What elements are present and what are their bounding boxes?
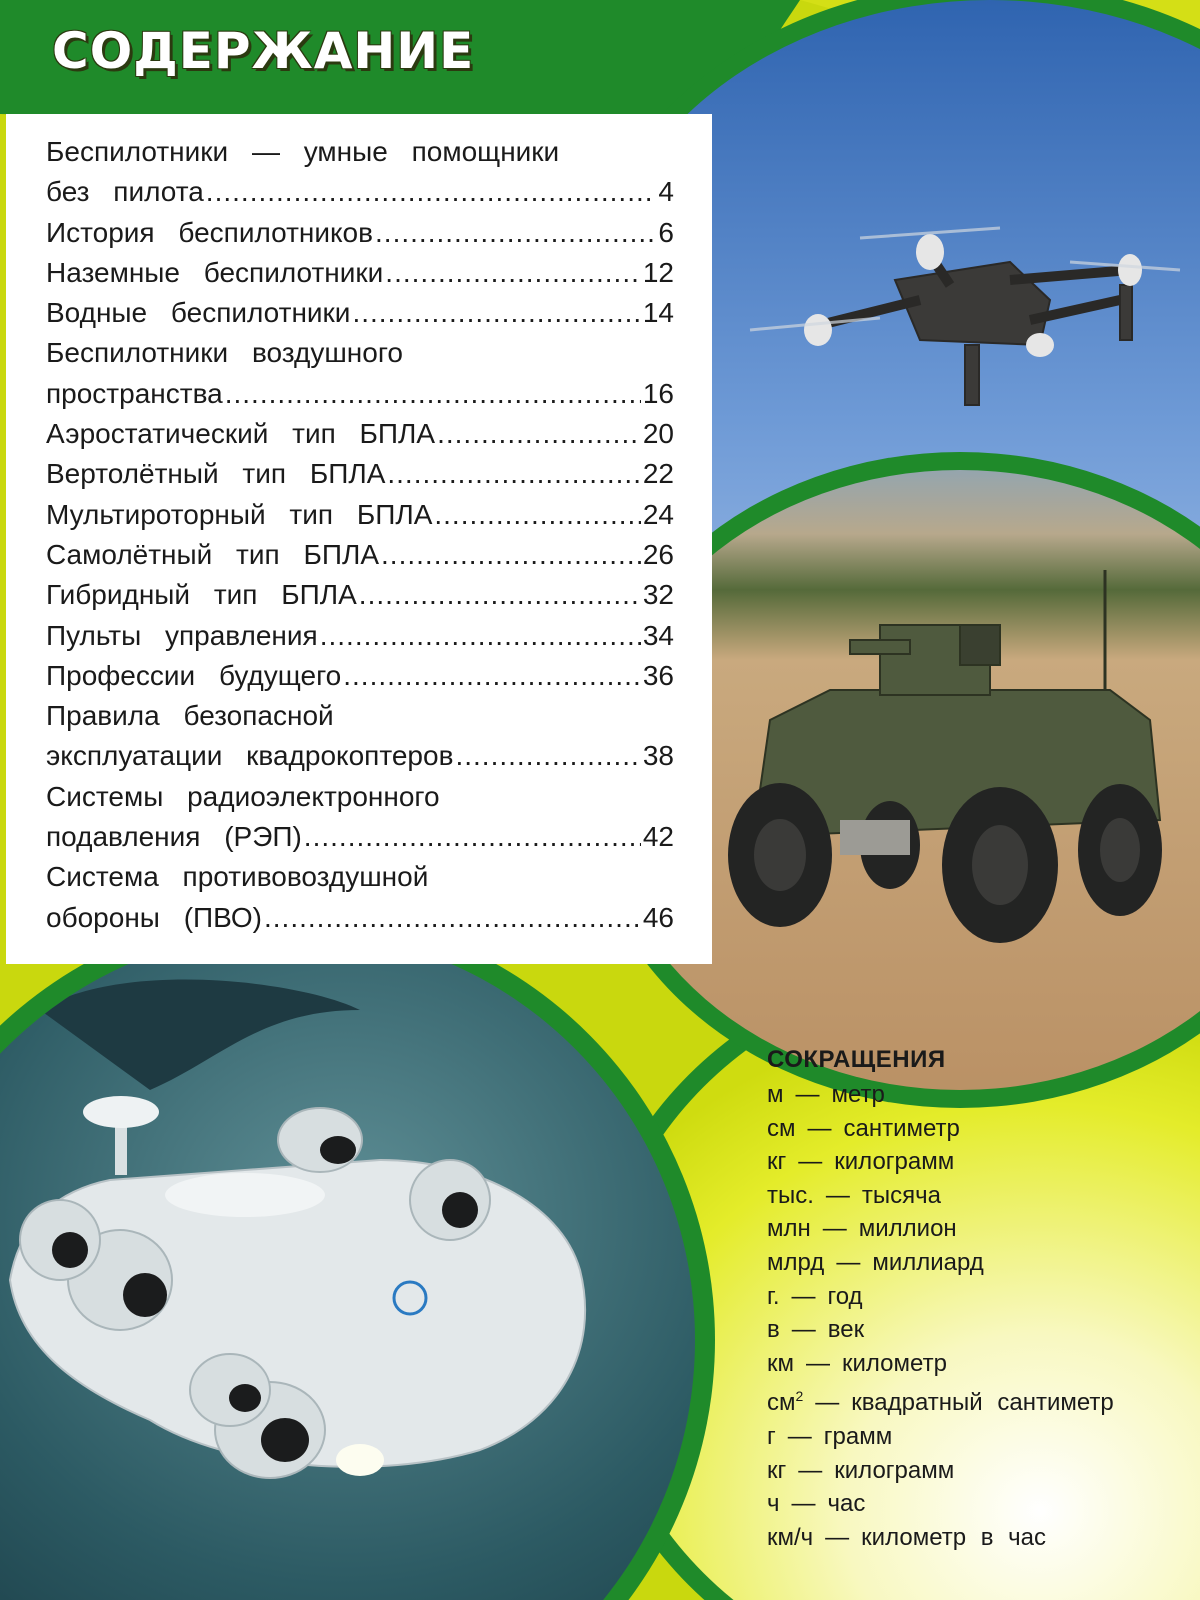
toc-entry-line	[46, 414, 674, 454]
toc-entry-line	[46, 172, 674, 212]
abbreviation-dash: —	[791, 1316, 816, 1344]
abbreviation-row	[767, 1246, 1187, 1280]
abbreviation-short: г.	[767, 1282, 780, 1310]
toc-entry-line	[46, 616, 674, 656]
toc-entry-title: Наземные беспилотники	[46, 256, 384, 288]
abbreviation-short: в	[767, 1316, 780, 1344]
abbreviation-row	[767, 1313, 1187, 1347]
toc-entry-line	[46, 575, 674, 615]
toc-leader-dots	[375, 213, 656, 253]
abbreviation-short: млрд	[767, 1248, 825, 1276]
toc-entry-line	[46, 898, 674, 938]
toc-entry-line	[46, 495, 674, 535]
toc-leader-dots	[385, 253, 641, 293]
abbreviation-dash: —	[798, 1148, 823, 1176]
toc-entry-title-line: Беспилотники — умные помощники	[46, 136, 560, 167]
abbreviation-short: кг	[767, 1456, 787, 1484]
toc-entry-line	[46, 374, 674, 414]
abbreviation-full: век	[827, 1316, 865, 1344]
toc-entry[interactable]	[46, 333, 674, 414]
toc-page-number: 38	[642, 740, 674, 772]
abbreviation-dash: —	[825, 1181, 850, 1209]
toc-leader-dots	[264, 898, 641, 938]
toc-page-number: 22	[642, 458, 674, 490]
toc-entry-line	[46, 213, 674, 253]
abbreviation-full: сантиметр	[843, 1114, 960, 1142]
abbreviation-dash: —	[791, 1490, 816, 1518]
abbreviation-row	[767, 1420, 1187, 1454]
toc-entry-title: без пилота	[46, 176, 204, 208]
abbreviation-full: грамм	[823, 1422, 893, 1450]
toc-page-number: 32	[642, 579, 674, 611]
toc-page-number: 20	[642, 418, 674, 450]
toc-page-number: 46	[642, 901, 674, 933]
toc-leader-dots	[437, 414, 641, 454]
abbreviation-short: ч	[767, 1490, 780, 1518]
toc-entry[interactable]	[46, 414, 674, 454]
abbreviation-dash: —	[791, 1282, 816, 1310]
abbreviation-short: млн	[767, 1215, 811, 1243]
abbreviation-dash: —	[825, 1523, 850, 1551]
toc-page-number: 4	[658, 176, 674, 208]
toc-entry-line	[46, 535, 674, 575]
abbreviation-row	[767, 1347, 1187, 1381]
abbreviation-dash: —	[795, 1081, 820, 1108]
toc-entry-line	[46, 253, 674, 293]
toc-page-number: 12	[642, 256, 674, 288]
toc-entry-title: Водные беспилотники	[46, 297, 351, 329]
toc-entry-title: Мультироторный тип БПЛА	[46, 498, 433, 530]
abbreviation-row	[767, 1179, 1187, 1213]
toc-page-number: 16	[642, 377, 674, 409]
toc-entry[interactable]	[46, 857, 674, 938]
abbreviation-dash: —	[807, 1114, 832, 1142]
abbreviation-full: час	[827, 1490, 866, 1518]
toc-entry-line	[46, 293, 674, 333]
toc-entry-title: Вертолётный тип БПЛА	[46, 458, 386, 490]
toc-entry-title: пространства	[46, 377, 223, 409]
abbreviation-row	[767, 1487, 1187, 1521]
toc-page-number: 26	[642, 538, 674, 570]
abbreviation-full: тысяча	[861, 1181, 942, 1209]
toc-leader-dots	[304, 817, 641, 857]
abbreviation-full: килограмм	[834, 1456, 955, 1484]
toc-entry-title: Пульты управления	[46, 619, 318, 651]
abbreviation-short: м	[767, 1081, 784, 1108]
abbreviation-full: килограмм	[834, 1148, 955, 1176]
abbreviation-full: метр	[831, 1081, 885, 1108]
toc-entry-title: обороны (ПВО)	[46, 901, 262, 933]
toc-page-number: 36	[642, 659, 674, 691]
abbreviation-row	[767, 1454, 1187, 1488]
abbreviation-row	[767, 1280, 1187, 1314]
abbreviation-dash: —	[798, 1456, 823, 1484]
abbreviation-row	[767, 1212, 1187, 1246]
toc-entry[interactable]	[46, 293, 674, 333]
abbreviation-dash: —	[836, 1248, 861, 1276]
toc-entry-title-line: Беспилотники воздушного	[46, 337, 404, 369]
abbreviation-short: г	[767, 1422, 776, 1450]
toc-entry-title: История беспилотников	[46, 216, 374, 248]
toc-entry-title: Гибридный тип БПЛА	[46, 579, 357, 611]
toc-entry-title: Самолётный тип БПЛА	[46, 538, 380, 570]
toc-entry-line	[46, 817, 674, 857]
toc-entry-line	[46, 736, 674, 776]
toc-page-number: 14	[642, 297, 674, 329]
toc-leader-dots	[225, 374, 641, 414]
abbreviation-short: кг	[767, 1148, 787, 1176]
toc-leader-dots	[352, 293, 640, 333]
abbreviation-short: км	[767, 1349, 794, 1377]
toc-entry-title-line: Системы радиоэлектронного	[46, 780, 440, 812]
toc-entry-title: Профессии будущего	[46, 659, 342, 691]
abbreviation-superscript: 2	[795, 1388, 804, 1405]
toc-page-number: 34	[642, 619, 674, 651]
toc-entry[interactable]	[46, 213, 674, 253]
abbreviation-short: тыс.	[767, 1181, 814, 1209]
toc-entry[interactable]	[46, 535, 674, 575]
abbreviations-list	[767, 1078, 1187, 1554]
toc-entry[interactable]	[46, 132, 674, 213]
abbreviation-full: миллиард	[872, 1248, 984, 1276]
table-of-contents	[6, 114, 712, 964]
toc-entry[interactable]	[46, 575, 674, 615]
abbreviation-short: $см^2$	[767, 1388, 804, 1417]
toc-entry-title: подавления (РЭП)	[46, 821, 302, 853]
toc-entry-line	[46, 454, 674, 494]
abbreviation-row	[767, 1078, 1187, 1112]
toc-leader-dots	[320, 616, 641, 656]
toc-leader-dots	[387, 454, 640, 494]
toc-entry-title-line: Правила безопасной	[46, 700, 334, 732]
abbreviation-full: километр	[842, 1349, 947, 1377]
toc-entry-title: Аэростатический тип БПЛА	[46, 418, 436, 450]
toc-leader-dots	[455, 736, 640, 776]
abbreviation-dash: —	[815, 1389, 840, 1417]
toc-entry-line	[46, 656, 674, 696]
toc-leader-dots	[359, 575, 641, 615]
toc-leader-dots	[206, 172, 657, 212]
toc-leader-dots	[343, 656, 641, 696]
abbreviation-full: километр в час	[861, 1523, 1047, 1551]
toc-entry[interactable]	[46, 696, 674, 777]
abbreviation-short: км/ч	[767, 1523, 814, 1551]
abbreviations-heading: СОКРАЩЕНИЯ	[767, 1046, 946, 1073]
toc-entry[interactable]	[46, 616, 674, 656]
abbreviation-row	[767, 1380, 1187, 1420]
toc-entry-title: эксплуатации квадрокоптеров	[46, 740, 454, 772]
toc-page-number: 42	[642, 821, 674, 853]
abbreviation-row	[767, 1521, 1187, 1555]
toc-leader-dots	[434, 495, 640, 535]
toc-entry[interactable]	[46, 495, 674, 535]
abbreviation-dash: —	[806, 1349, 830, 1377]
toc-leader-dots	[381, 535, 641, 575]
abbreviation-row	[767, 1112, 1187, 1146]
abbreviation-row	[767, 1145, 1187, 1179]
toc-entry-title-line: Система противовоздушной	[46, 861, 429, 893]
abbreviation-dash: —	[787, 1422, 812, 1450]
abbreviation-full: квадратный сантиметр	[851, 1389, 1114, 1417]
abbreviation-full: год	[827, 1282, 863, 1310]
toc-entry[interactable]	[46, 454, 674, 494]
abbreviation-short: см	[767, 1114, 796, 1142]
toc-page-number: 24	[642, 498, 674, 530]
abbreviation-full: миллион	[858, 1215, 957, 1243]
toc-entry[interactable]	[46, 777, 674, 858]
abbreviations-panel	[767, 1046, 1187, 1554]
toc-entry[interactable]	[46, 656, 674, 696]
abbreviation-dash: —	[822, 1215, 847, 1243]
page-title: СОДЕРЖАНИЕ	[52, 22, 475, 80]
toc-page-number: 6	[658, 216, 674, 248]
toc-entry[interactable]	[46, 253, 674, 293]
